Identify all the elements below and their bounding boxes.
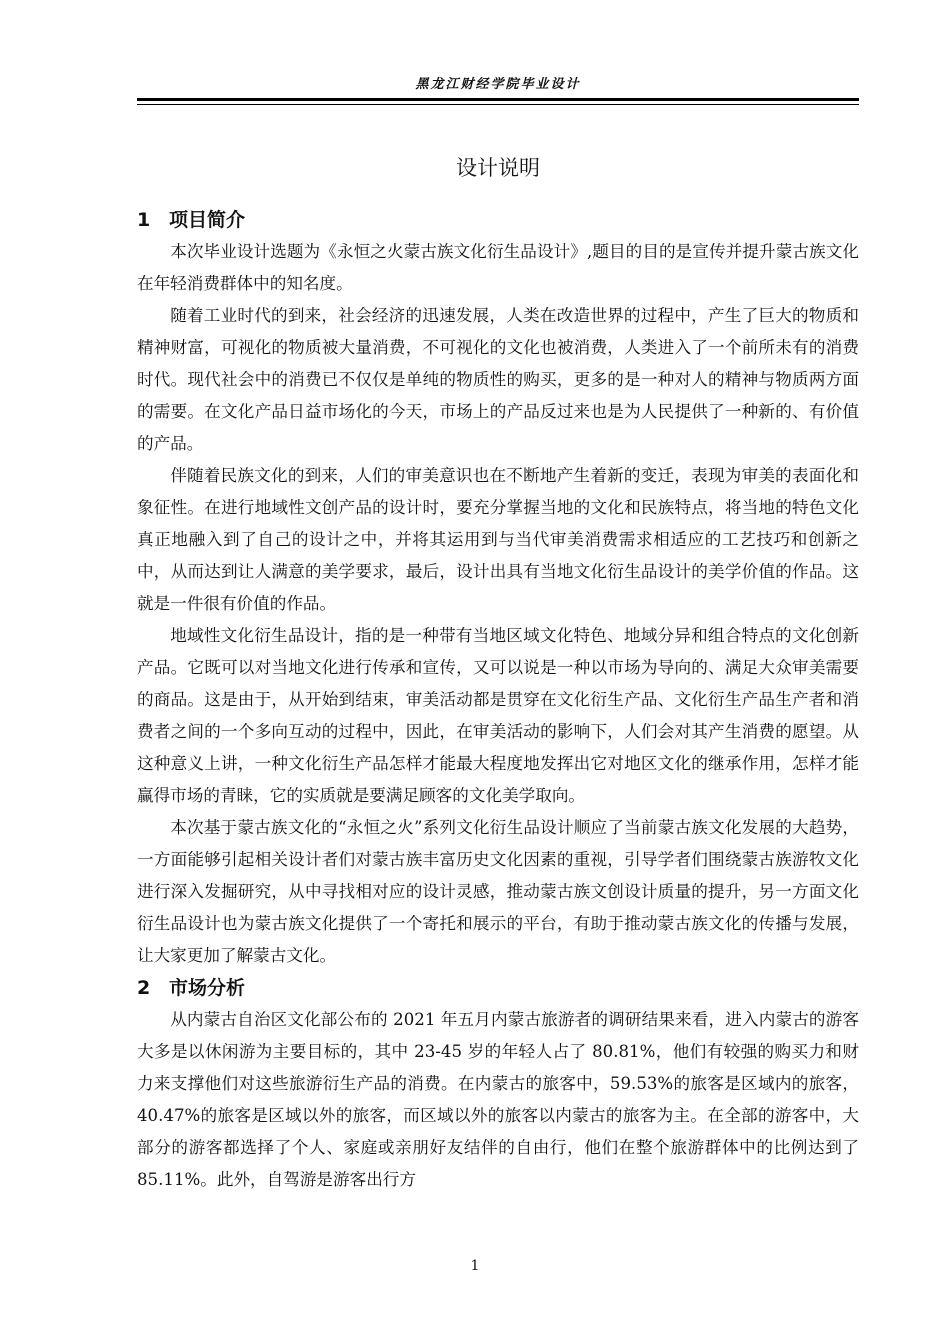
- paragraph: 本次基于蒙古族文化的“永恒之火”系列文化衍生品设计顺应了当前蒙古族文化发展的大趋势，一方面能够引起相关设计者们对蒙古族丰富历史文化因素的重视，引导学者们围绕蒙古族游牧文化进行深入发掘研究，从中寻找相对应的设计灵感，推动蒙古族文创设计质量的提升，另一方面文化衍生品设计也为蒙古族文化提供了一个寄托和展示的平台，有助于推动蒙古族文化的传播与发展，让大家更加了解蒙古文化。: [137, 818, 859, 965]
- header-rule-thick: [137, 98, 859, 101]
- section-number: 2: [137, 977, 151, 999]
- page-number: 1: [470, 1258, 480, 1274]
- paragraph: 本次毕业设计选题为《永恒之火蒙古族文化衍生品设计》,题目的目的是宣传并提升蒙古族文化在年轻消费群体中的知名度。: [137, 242, 859, 293]
- running-header: 黑龙江财经学院毕业设计: [415, 77, 581, 92]
- paragraph: 地域性文化衍生品设计，指的是一种带有当地区域文化特色、地域分异和组合特点的文化创新产品。它既可以对当地文化进行传承和宣传，又可以说是一种以市场为导向的、满足大众审美需要的商品。这是由于，从开始到结束，审美活动都是贯穿在文化衍生产品、文化衍生产品生产者和消费者之间的一个多向互动的过程中，因此，在审美活动的影响下，人们会对其产生消费的愿望。从这种意义上讲，一种文化衍生产品怎样才能最大程度地发挥出它对地区文化的继承作用，怎样才能赢得市场的青睐，它的实质就是要满足顾客的文化美学取向。: [137, 626, 859, 805]
- section-heading: [137, 204, 859, 236]
- document-title: 设计说明: [456, 156, 540, 180]
- paragraph: 从内蒙古自治区文化部公布的 2021 年五月内蒙古旅游者的调研结果来看，进入内蒙古的游客大多是以休闲游为主要目标的，其中 23-45 岁的年轻人占了 80.81%，他们有较强的购买力和财力来支撑他们对这些旅游衍生产品的消费。在内蒙古的旅客中，59.53%的旅客是区域内的旅客，40.47%的旅客是区域以外的旅客，而区域以外的旅客以内蒙古的旅客为主。在全部的游客中，大部分的游客都选择了个人、家庭或亲朋好友结伴的自由行，他们在整个旅游群体中的比例达到了 85.11%。此外，自驾游是游客出行方: [137, 1010, 859, 1189]
- section-title: 市场分析: [169, 977, 246, 999]
- header-rule-thin: [137, 104, 859, 105]
- paragraph: 随着工业时代的到来，社会经济的迅速发展，人类在改造世界的过程中，产生了巨大的物质和精神财富，可视化的物质被大量消费，不可视化的文化也被消费，人类进入了一个前所未有的消费时代。现代社会中的消费已不仅仅是单纯的物质性的购买，更多的是一种对人的精神与物质两方面的需要。在文化产品日益市场化的今天，市场上的产品反过来也是为人民提供了一种新的、有价值的产品。: [137, 306, 859, 453]
- section-number: 1: [137, 209, 151, 231]
- section-project-intro: [137, 204, 859, 972]
- section-heading: [137, 972, 859, 1004]
- section-market-analysis: [137, 972, 859, 1196]
- section-title: 项目简介: [169, 209, 246, 231]
- paragraph: 伴随着民族文化的到来，人们的审美意识也在不断地产生着新的变迁，表现为审美的表面化和象征性。在进行地域性文创产品的设计时，要充分掌握当地的文化和民族特点，将当地的特色文化真正地融入到了自己的设计之中，并将其运用到与当代审美消费需求相适应的工艺技巧和创新之中，从而达到让人满意的美学要求，最后，设计出具有当地文化衍生品设计的美学价值的作品。这就是一件很有价值的作品。: [137, 466, 859, 613]
- document-body: [137, 204, 859, 1196]
